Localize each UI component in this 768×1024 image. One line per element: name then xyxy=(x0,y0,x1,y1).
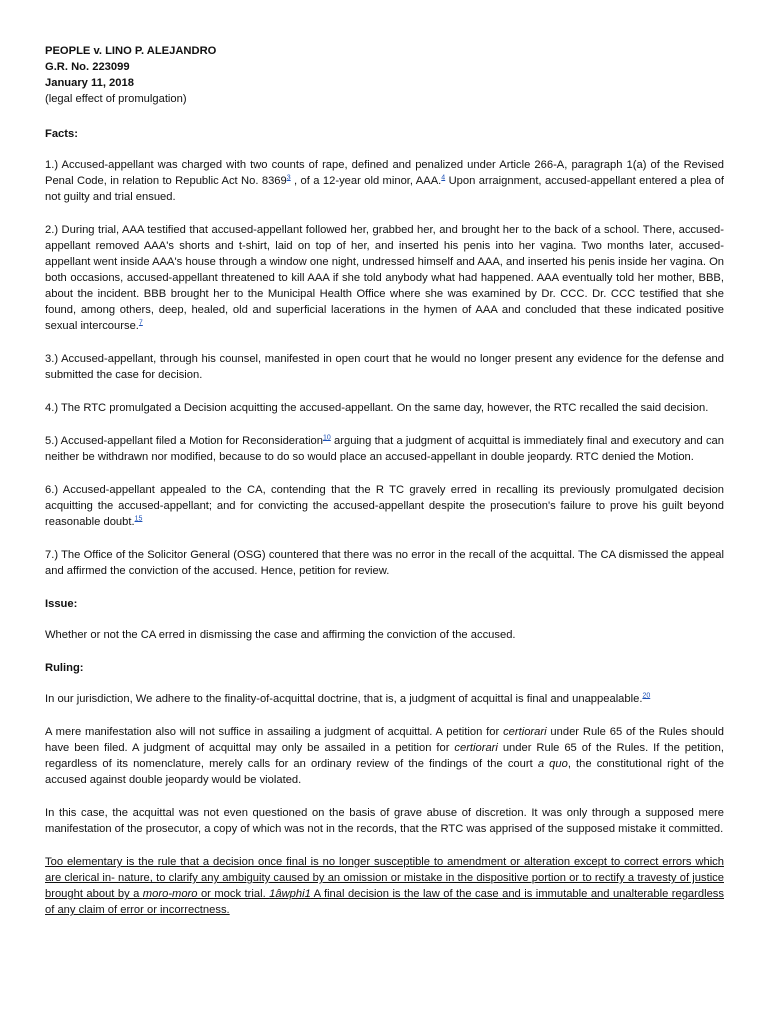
italic-term: a quo xyxy=(537,758,568,770)
case-topic: (legal effect of promulgation) xyxy=(45,93,187,105)
italic-term: certiorari xyxy=(503,726,547,738)
facts-paragraph-6 xyxy=(45,482,724,530)
footnote-link[interactable]: 10 xyxy=(323,434,331,442)
paragraph-text: , of a 12-year old minor, AAA. xyxy=(290,175,442,187)
ruling-paragraph-2 xyxy=(45,724,724,788)
ruling-heading: Ruling: xyxy=(45,662,84,674)
italic-term: 1âwphi1 xyxy=(269,888,311,900)
ruling-paragraph-1 xyxy=(45,691,724,707)
issue-text: Whether or not the CA erred in dismissing the case and affirming the conviction of the accused. xyxy=(45,629,516,641)
paragraph-text: 6.) Accused-appellant appealed to the CA, contending that the R TC gravely erred in recalling its previously promulgated decision acquitting the accused-appellant; and for convicting the accused-appellant despite the prosecution's failure to prove his guilt beyond reasonable doubt. xyxy=(45,484,724,528)
facts-paragraph-3: 3.) Accused-appellant, through his counsel, manifested in open court that he would no longer present any evidence for the defense and submitted the case for decision. xyxy=(45,353,724,381)
facts-paragraph-5 xyxy=(45,433,724,465)
italic-term: moro-moro xyxy=(142,888,198,900)
paragraph-text: , the constitutional right of the accused against double jeopardy would be violated. xyxy=(45,758,724,786)
ruling-paragraph-3: In this case, the acquittal was not even questioned on the basis of grave abuse of discretion. It was only through a supposed mere manifestation of the prosecutor, a copy of which was not in the records, that the RTC was apprised of the supposed mistake it committed. xyxy=(45,807,724,835)
paragraph-text: Too elementary is the rule that a decision once final is no longer susceptible to amendment or alteration except to correct errors which are clerical in- nature, to clarify any ambiguity caused by an omission or mistake in the dispositive portion or to rectify a travesty of justice brought about by a xyxy=(45,856,724,900)
facts-paragraph-2 xyxy=(45,222,724,334)
case-header xyxy=(45,43,724,107)
paragraph-text: A final decision is the law of the case and is immutable and unalterable regardless of any claim of error or incorrectness. xyxy=(45,888,724,916)
italic-term: certiorari xyxy=(454,742,498,754)
paragraph-text: 1.) Accused-appellant was charged with two counts of rape, defined and penalized under Article 266-A, paragraph 1(a) of the Revised Penal Code, in relation to Republic Act No. 8369 xyxy=(45,159,724,187)
gr-number: G.R. No. 223099 xyxy=(45,61,130,73)
case-date: January 11, 2018 xyxy=(45,77,134,89)
paragraph-text: A mere manifestation also will not suffice in assailing a judgment of acquittal. A petition for xyxy=(45,726,504,738)
facts-paragraph-1 xyxy=(45,157,724,205)
footnote-link[interactable]: 7 xyxy=(138,319,143,327)
paragraph-text: under Rule 65 of the Rules. If the petition, regardless of its nomenclature, merely calls for an ordinary review of the findings of the court xyxy=(45,742,724,770)
footnote-link[interactable]: 15 xyxy=(134,515,143,523)
paragraph-text: Upon arraignment, accused-appellant entered a plea of not guilty and trial ensued. xyxy=(45,175,724,203)
case-title: PEOPLE v. LINO P. ALEJANDRO xyxy=(45,45,217,57)
paragraph-text: 5.) Accused-appellant filed a Motion for Reconsideration xyxy=(45,435,324,447)
paragraph-text: arguing that a judgment of acquittal is immediately final and executory and can neither be withdrawn nor modified, because to do so would place an accused-appellant in double jeopardy. RTC denied the Motion. xyxy=(45,435,724,463)
issue-heading: Issue: xyxy=(45,598,78,610)
footnote-link[interactable]: 4 xyxy=(441,174,446,182)
footnote-link[interactable]: 3 xyxy=(286,174,291,182)
paragraph-text: under Rule 65 of the Rules should have been filed. A judgment of acquittal may only be assailed in a petition for xyxy=(45,726,724,754)
ruling-paragraph-4 xyxy=(45,854,724,918)
facts-paragraph-4: 4.) The RTC promulgated a Decision acquitting the accused-appellant. On the same day, however, the RTC recalled the said decision. xyxy=(45,402,709,414)
paragraph-text: In our jurisdiction, We adhere to the finality-of-acquittal doctrine, that is, a judgment of acquittal is final and unappealable. xyxy=(45,693,643,705)
footnote-link[interactable]: 20 xyxy=(642,692,651,700)
paragraph-text: or mock trial. xyxy=(197,888,270,900)
facts-paragraph-7: 7.) The Office of the Solicitor General (OSG) countered that there was no error in the recall of the acquittal. The CA dismissed the appeal and affirmed the conviction of the accused. Hence, petition for review. xyxy=(45,549,724,577)
facts-heading: Facts: xyxy=(45,128,78,140)
paragraph-text: 2.) During trial, AAA testified that accused-appellant followed her, grabbed her, and brought her to the back of a school. There, accused-appellant removed AAA's shorts and t-shirt, laid on top of her, and inserted his penis into her vagina. Two months later, accused-appellant went inside AAA's house through a window one night, undressed himself and AAA, and inserted his penis inside her vagina. On both occasions, accused-appellant threatened to kill AAA if she told anybody what had happened. AAA eventually told her mother, BBB, about the incident. BBB brought her to the Municipal Health Office where she was examined by Dr. CCC. Dr. CCC testified that she found, among others, deep, healed, old and superficial lacerations in the hymen of AAA and concluded that these indicated positive sexual intercourse. xyxy=(45,224,724,332)
